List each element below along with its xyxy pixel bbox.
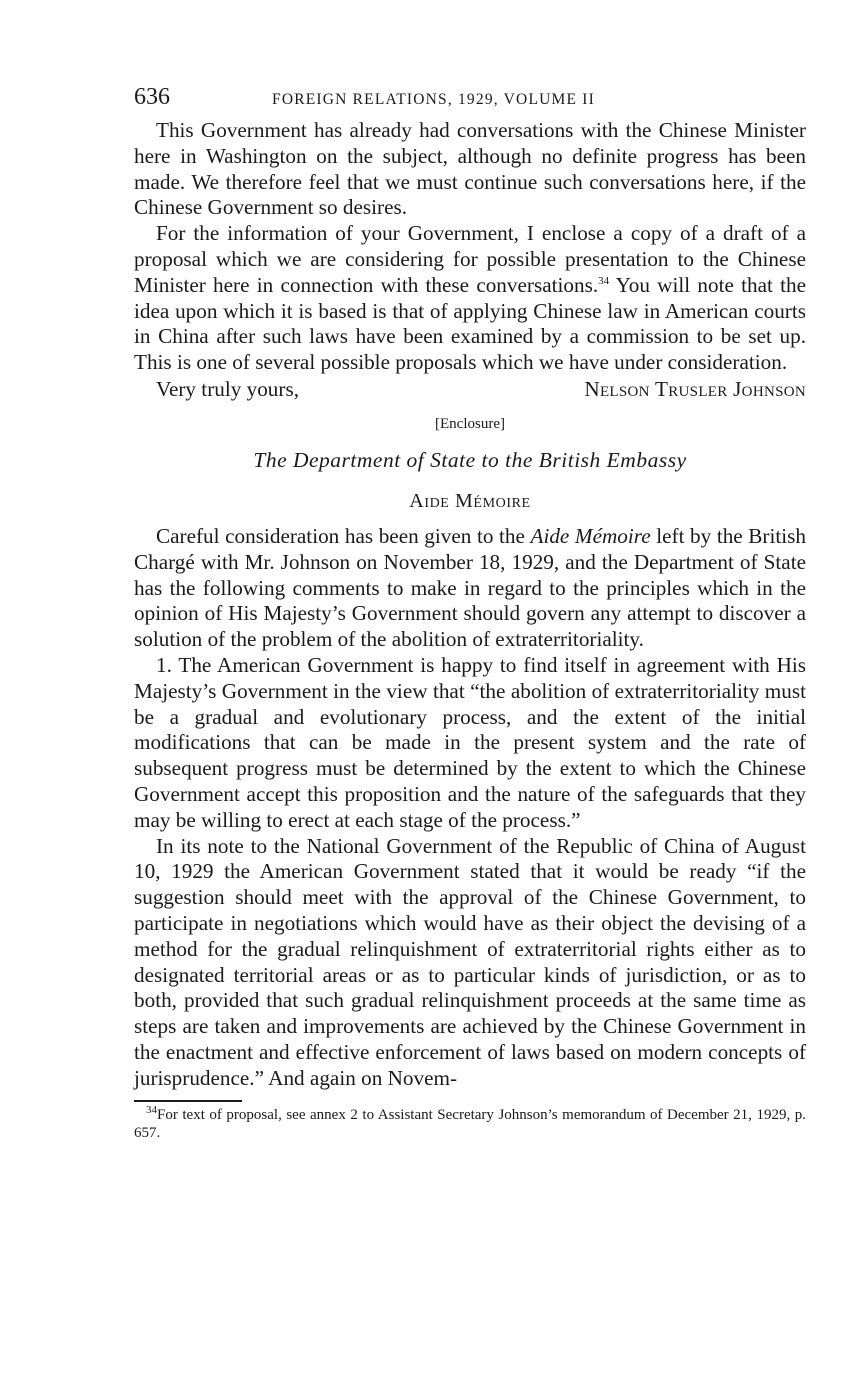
footnote-marker: 34 xyxy=(146,1103,157,1116)
memo-paragraph: 1. The American Government is happy to find itself in agreement with His Majesty’s Government in the view that “the abolition of extraterritoriality must be a gradual and evolutionary process, and the extent of the initial modifications that can be made in the present system and the rate of subsequent progress must be determined by the extent to which the Chinese Government accept this proposition and the nature of the safeguards that they may be willing to erect at each stage of the process.” xyxy=(134,652,806,832)
footnote-text: For text of proposal, see annex 2 to Assistant Secretary Johnson’s memorandum of December 21, 1929, p. 657. xyxy=(134,1106,806,1141)
page-number: 636 xyxy=(134,84,170,110)
paragraph-text: left by the British Chargé with Mr. Johnson on November 18, 1929, and the Department of State has the following comments to make in regard to the principles which in the opinion of His Majesty’s Government should govern any attempt to discover a solution of the problem of the abolition of extraterritoriality. xyxy=(134,523,806,652)
enclosure-subtitle: The Department of State to the British Embassy xyxy=(253,447,687,472)
memo-title: Aide Mémoire xyxy=(409,489,531,512)
paragraph-text: Careful consideration has been given to the xyxy=(156,523,531,548)
body-paragraph: This Government has already had conversations with the Chinese Minister here in Washington on the subject, although no definite progress has been made. We therefore feel that we must continue such conversations here, if the Chinese Government so desires. xyxy=(134,118,806,220)
paragraph-text: For the information of your Government, I enclose a copy of a draft of a proposal which we are considering for possible presentation to the Chinese Minister here in connection with these conversations. xyxy=(134,221,806,297)
body-paragraph xyxy=(134,221,806,376)
paragraph-text: You will note that the idea upon which it is based is that of applying Chinese law in American courts in China after such laws have been examined by a commission to be set up. This is one of several possible proposals which we have under consideration. xyxy=(134,272,806,375)
footnote-divider xyxy=(134,1100,242,1102)
memo-paragraph xyxy=(134,524,806,653)
memo-paragraph: In its note to the National Government of the Republic of China of August 10, 1929 the American Government stated that it would be ready “if the suggestion should meet with the approval of the Chinese Government, to participate in negotiations which would have as their object the devising of a method for the gradual relinquishment of extraterritorial rights either as to designated territorial areas or as to particular kinds of jurisdiction, or as to both, provided that such gradual relinquishment proceeds at the same time as steps are taken and improvements are achieved by the Chinese Government in the enactment and effective enforcement of laws based on modern concepts of jurisprudence.” And again on Novem- xyxy=(134,833,806,1090)
closing-phrase: Very truly yours, xyxy=(156,376,299,401)
footnote xyxy=(134,1103,806,1142)
running-head xyxy=(134,84,806,118)
running-head-title: FOREIGN RELATIONS, 1929, VOLUME II xyxy=(272,91,595,108)
italic-term: Aide Mémoire xyxy=(530,523,651,548)
letter-closing xyxy=(134,376,806,402)
document-page xyxy=(134,84,806,1142)
signature: Nelson Trusler Johnson xyxy=(584,376,806,401)
enclosure-label: [Enclosure] xyxy=(435,415,505,432)
footnote-reference: 34 xyxy=(598,274,610,287)
